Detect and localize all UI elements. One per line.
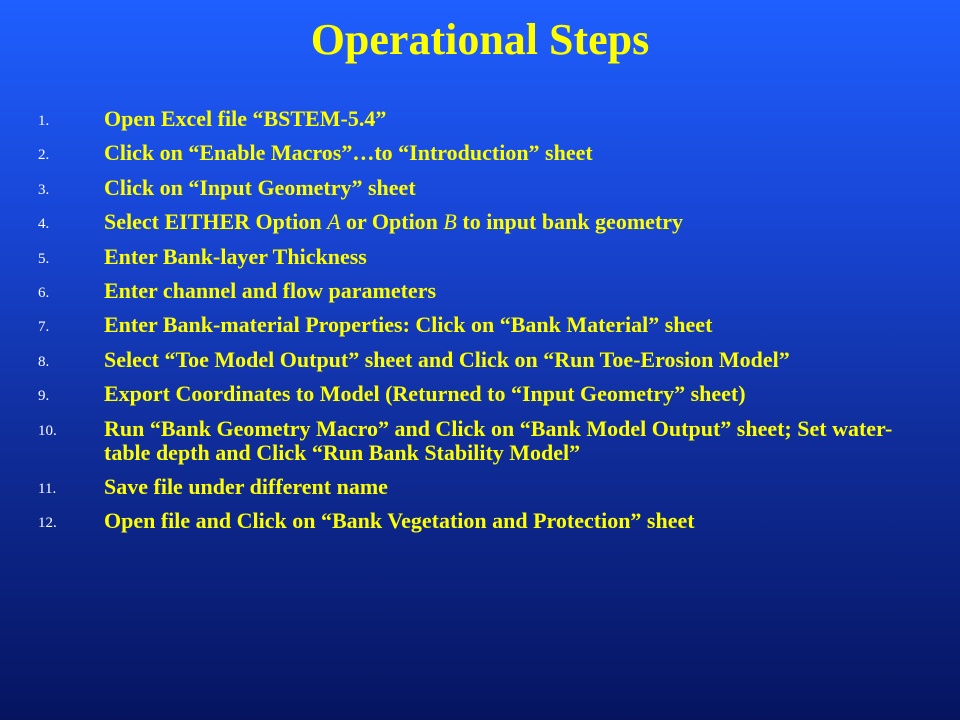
step-number: 11. (38, 480, 57, 497)
step-number: 12. (38, 515, 57, 532)
step-number: 2. (38, 147, 50, 164)
step-text-segment: Save file under different name (104, 473, 388, 499)
step-item (38, 348, 938, 372)
step-number: 4. (38, 216, 50, 233)
step-item (38, 210, 938, 234)
step-text (104, 416, 892, 465)
step-text-segment: Open Excel file “BSTEM-5.4” (104, 106, 387, 131)
step-text-segment: Open file and Click on “Bank Vegetation and Protection” sheet (104, 508, 695, 534)
step-number: 6. (38, 284, 50, 301)
step-text (104, 278, 436, 303)
step-text (104, 381, 746, 406)
step-number: 8. (38, 353, 50, 370)
step-text-segment: Run “Bank Geometry Macro” and Click on “Bank Model Output” sheet; Set water-table depth and Click “Run Bank Stability Model” (104, 415, 893, 465)
step-number: 1. (38, 113, 50, 129)
step-text-segment: Enter Bank-material Properties: Click on “Bank Material” sheet (104, 312, 713, 338)
step-item (38, 176, 938, 200)
step-text (104, 474, 388, 499)
step-text (104, 244, 367, 269)
step-text-italic: B (443, 209, 457, 235)
step-text-segment: or Option (340, 209, 444, 235)
step-number: 7. (38, 319, 50, 336)
step-text (104, 209, 683, 234)
step-number: 5. (38, 250, 50, 267)
step-item (38, 141, 938, 165)
step-text-italic: A (327, 209, 341, 235)
step-text (104, 106, 386, 131)
step-text-segment: Select EITHER Option (104, 209, 328, 235)
step-item (38, 475, 938, 499)
step-item (38, 279, 938, 303)
step-item (38, 509, 938, 533)
step-text-segment: Click on “Enable Macros”…to “Introduction” sheet (104, 140, 593, 166)
step-text-segment: Enter Bank-layer Thickness (104, 243, 367, 269)
step-text (104, 508, 695, 533)
step-number: 10. (38, 422, 57, 439)
step-number: 3. (38, 181, 50, 198)
step-item (38, 417, 938, 465)
step-number: 9. (38, 388, 50, 405)
step-item (38, 107, 938, 131)
step-text-segment: Export Coordinates to Model (Returned to “Input Geometry” sheet) (104, 381, 746, 407)
step-text-segment: to input bank geometry (456, 209, 683, 235)
step-item (38, 382, 938, 406)
step-text-segment: Click on “Input Geometry” sheet (104, 174, 416, 200)
step-item (38, 245, 938, 269)
step-text (104, 312, 712, 337)
steps-list (38, 107, 938, 544)
step-text (104, 347, 790, 372)
step-text-segment: Select “Toe Model Output” sheet and Click on “Run Toe-Erosion Model” (104, 346, 790, 372)
slide-title: Operational Steps (310, 15, 650, 64)
step-text (104, 175, 416, 200)
step-text-segment: Enter channel and flow parameters (104, 277, 437, 303)
step-item (38, 313, 938, 337)
step-text (104, 140, 593, 165)
